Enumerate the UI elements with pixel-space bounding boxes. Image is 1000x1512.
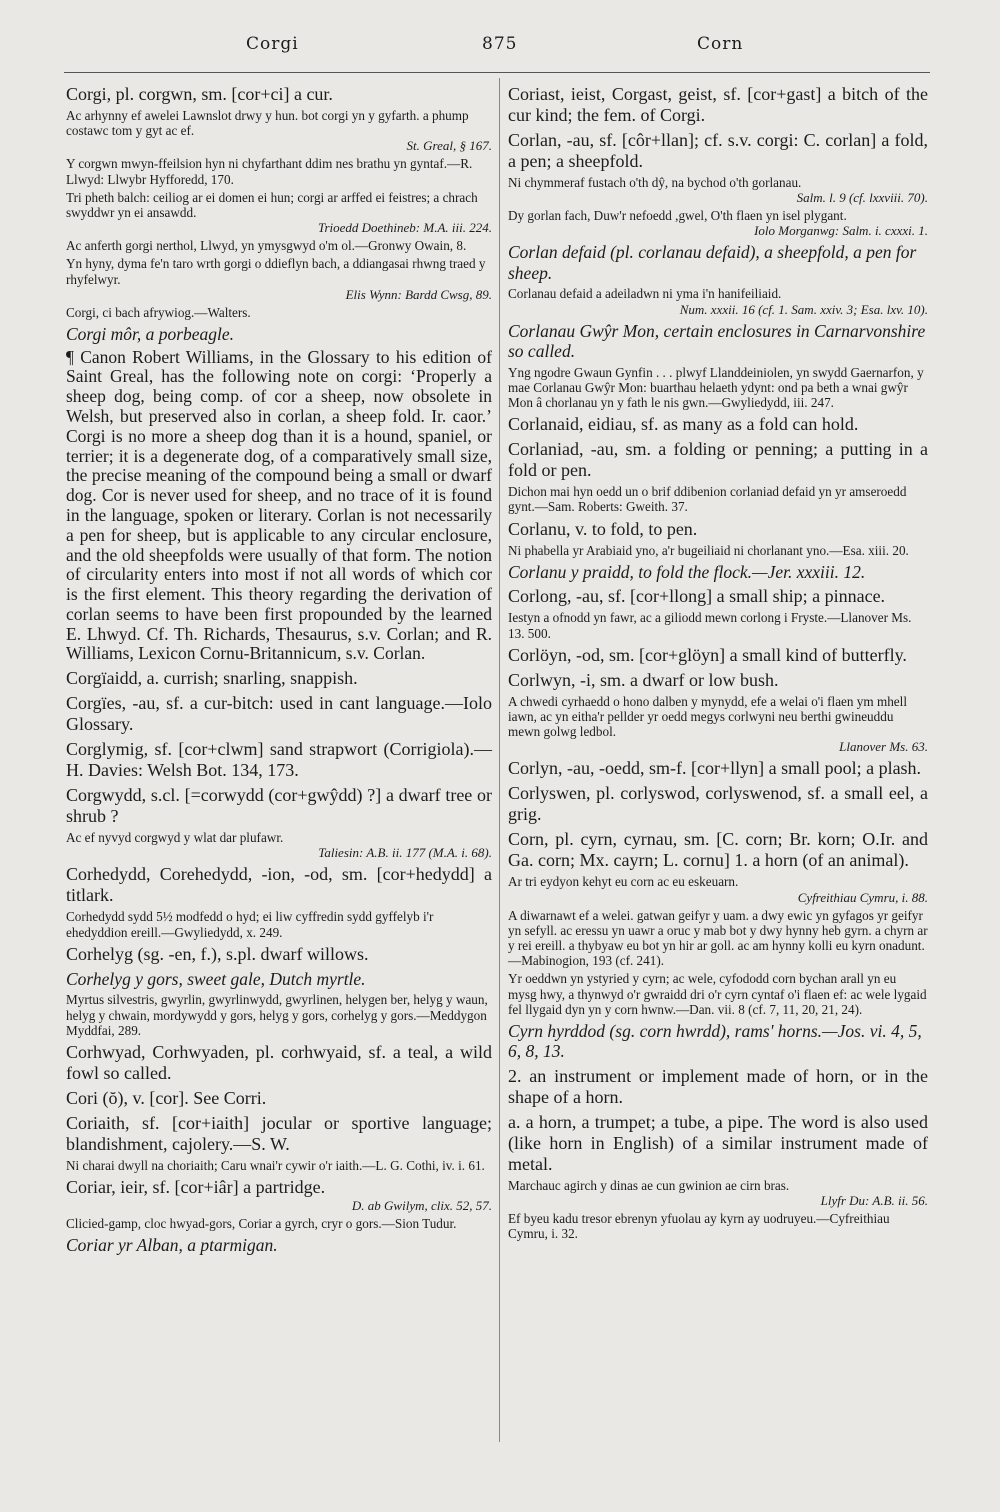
dictionary-entry: Corgi, pl. corgwn, sm. [cor+ci] a cur.: [66, 84, 333, 104]
page-number: 875: [482, 34, 518, 54]
dictionary-entry: Corlyswen, pl. corlyswod, corlyswenod, sf. a small eel, a grig.: [508, 783, 928, 825]
dictionary-entry: Corn, pl. cyrn, cyrnau, sm. [C. corn; Br. korn; O.Ir. and Ga. corn; Mx. cayrn; L. cornu] 1. a horn (of an animal).: [508, 829, 928, 871]
citation: Dichon mai hyn oedd un o brif ddibenion corlaniad defaid yn yr amseroedd gynt.—Sam. Roberts: Gweith. 37.: [508, 484, 907, 515]
citation: Ni phabella yr Arabiaid yno, a'r bugeiliaid ni chorlanant yno.—Esa. xiii. 20.: [508, 542, 909, 558]
citation-source: Salm. l. 9 (cf. lxxviii. 70).: [796, 190, 928, 206]
citation: Ni chymmeraf fustach o'th dŷ, na bychod o'th gorlanau.: [508, 175, 802, 190]
dictionary-entry: Corgïes, -au, sf. a cur-bitch: used in cant language.—Iolo Glossary.: [66, 693, 492, 735]
citation: Tri pheth balch: ceiliog ar ei domen ei hun; corgi ar arffed ei feistres; a chrach swyddwr yn ei ansawdd.: [66, 189, 478, 221]
dictionary-entry: Corlanaid, eidiau, sf. as many as a fold can hold.: [508, 414, 859, 435]
dictionary-entry: Corlöyn, -od, sm. [cor+glöyn] a small kind of butterfly.: [508, 644, 907, 665]
citation: Yng ngodre Gwaun Gynfin . . . plwyf Llanddeiniolen, yn swydd Gaernarfon, y mae Corlanau Gwŷr Mon: buarthau helaeth ydynt: ond pa beth a wnai gwŷr Mon â chorlanau yn y fath le nis gwn.—Gwyliedydd, iii. 247.: [508, 364, 924, 411]
dictionary-entry: Corlaniad, -au, sm. a folding or penning; a putting in a fold or pen.: [508, 439, 928, 481]
running-head-right: Corn: [697, 34, 744, 54]
sub-entry: Corlanau Gwŷr Mon, certain enclosures in Carnarvonshire so called.: [508, 320, 926, 362]
citation-source: Num. xxxii. 16 (cf. 1. Sam. xxiv. 3; Esa. lxv. 10).: [679, 301, 928, 317]
dictionary-entry: Corlwyn, -i, sm. a dwarf or low bush.: [508, 669, 779, 690]
citation: Ar tri eydyon kehyt eu corn ac eu eskeuarn.: [508, 874, 739, 890]
dictionary-entry: Corgwydd, s.cl. [=corwydd (cor+gwŷdd) ?] a dwarf tree or shrub ?: [66, 785, 492, 827]
citation-source: Llanover Ms. 63.: [839, 739, 928, 755]
citation: Corlanau defaid a adeiladwn ni yma i'n hanifeiliaid.: [508, 286, 782, 302]
citation: Yr oeddwn yn ystyried y cyrn; ac wele, cyfododd corn bychan arall yn eu mysg hwy, a thynwyd o'r gwraidd dri o'r cyrn cyntaf o'i flaen ef: ac wele lygaid fel llygaid dyn yn y corn hwnw.—Dan. vii. 8 (cf. 7, 11, 20, 21, 24).: [508, 971, 927, 1017]
dictionary-entry: Corhwyad, Corhwyaden, pl. corhwyaid, sf. a teal, a wild fowl so called.: [66, 1042, 492, 1083]
citation: Marchauc agirch y dinas ae cun gwinion ae cirn bras.: [508, 1177, 790, 1193]
citation: Yn hyny, dyma fe'n taro wrth gorgi o ddieflyn bach, a ddiangasai rhwng traed y rhyfelwyr.: [66, 256, 486, 287]
citation: Corgi, ci bach afrywiog.—Walters.: [66, 304, 251, 320]
sub-entry: Cyrn hyrddod (sg. corn hwrdd), rams' horns.—Jos. vi. 4, 5, 6, 8, 13.: [508, 1020, 922, 1062]
citation-source: Cyfreithiau Cymru, i. 88.: [797, 889, 928, 905]
citation-source: Iolo Morganwg: Salm. i. cxxxi. 1.: [754, 223, 928, 239]
right-column: [508, 84, 928, 1242]
editorial-note: ¶ Canon Robert Williams, in the Glossary to his edition of Saint Greal, has the following note on corgi: ‘Properly a sheep dog, being comp. of cor a sheep, now obsolete in Welsh, but preserved also in corlan, a sheep fold. Ir. caor.’ Corgi is no more a sheep dog than it is a hound, spaniel, or terrier; it is a degenerate dog, of a comparatively small size, the precise meaning of the compound being a small or dwarf dog. Cor is never used for sheep, and no trace of it is found in the language, spoken or literary. Corlan is not necessarily a pen for sheep, but is applicable to any circular enclosure, and the old sheepfolds were usually of that form. The notion of circularity enters into most if not all words of which cor is the first element. This theory regarding the derivation of corlan seems to have been first propounded by the learned E. Lhwyd. Cf. Th. Richards, Thesaurus, s.v. Corlan; and R. Williams, Lexicon Cornu-Britannicum, s.v. Corlan.: [66, 346, 492, 664]
citation: Y corgwn mwyn-ffeilsion hyn ni chyfarthant ddim nes brathu yn gyntaf.—R. Llwyd: Llwybr Hyfforedd, 170.: [66, 156, 473, 187]
header-rule: [64, 72, 930, 73]
dictionary-entry: Coriar, ieir, sf. [cor+iâr] a partridge.: [66, 1177, 326, 1198]
citation: A chwedi cyrhaedd o hono dalben y mynydd, efe a welai o'i flaen ym mhell iawn, ac yn eitha'r pellder yr oedd megys corlwyni neu berthi gwineuddu mewn golwg ledbol.: [508, 693, 907, 740]
citation: Iestyn a ofnodd yn fawr, ac a giliodd mewn corlong i Fryste.—Llanover Ms. 13. 500.: [508, 610, 912, 641]
dictionary-entry: Corlan, -au, sf. [côr+llan]; cf. s.v. corgi: C. corlan] a fold, a pen; a sheepfold.: [508, 130, 928, 171]
dictionary-entry: Corhelyg (sg. -en, f.), s.pl. dwarf willows.: [66, 943, 369, 964]
dictionary-entry: 2. an instrument or implement made of horn, or in the shape of a horn.: [508, 1065, 928, 1107]
citation-source: D. ab Gwilym, clix. 52, 57.: [351, 1198, 492, 1214]
column-divider: [499, 78, 500, 1442]
dictionary-entry: Coriast, ieist, Corgast, geist, sf. [cor+gast] a bitch of the cur kind; the fem. of Corgi.: [508, 84, 928, 125]
sub-entry: Corhelyg y gors, sweet gale, Dutch myrtle.: [66, 968, 366, 989]
sub-entry: Coriar yr Alban, a ptarmigan.: [66, 1235, 278, 1256]
sub-entry: Corlan defaid (pl. corlanau defaid), a sheepfold, a pen for sheep.: [508, 242, 917, 283]
citation-source: Taliesin: A.B. ii. 177 (M.A. i. 68).: [318, 845, 492, 861]
left-column: [66, 84, 492, 1256]
citation: Myrtus silvestris, gwyrlin, gwyrlinwydd, gwyrlinen, helygen ber, helyg y waun, helyg y chwain, mordywydd y gors, helyg y gors, corhelyg y gors.—Meddygon Myddfai, 289.: [66, 992, 488, 1038]
dictionary-entry: a. a horn, a trumpet; a tube, a pipe. The word is also used (like horn in English) of a similar instrument made of metal.: [508, 1111, 928, 1174]
dictionary-entry: Corlyn, -au, -oedd, sm-f. [cor+llyn] a small pool; a plash.: [508, 758, 922, 779]
citation: Ni charai dwyll na choriaith; Caru wnai'r cywir o'r iaith.—L. G. Cothi, iv. i. 61.: [66, 1158, 485, 1173]
running-head-left: Corgi: [246, 34, 299, 54]
dictionary-entry: Corglymig, sf. [cor+clwm] sand strapwort (Corrigiola).—H. Davies: Welsh Bot. 134, 173.: [66, 739, 492, 781]
citation: Dy gorlan fach, Duw'r nefoedd ,gwel, O'th flaen yn isel plygant.: [508, 208, 847, 224]
dictionary-entry: Corlong, -au, sf. [cor+llong] a small ship; a pinnace.: [508, 586, 886, 607]
citation: Ac anferth gorgi nerthol, Llwyd, yn ymysgwyd o'm ol.—Gronwy Owain, 8.: [66, 238, 467, 254]
citation-source: Llyfr Du: A.B. ii. 56.: [820, 1193, 928, 1209]
citation-source: St. Greal, § 167.: [406, 138, 492, 154]
citation-source: Elis Wynn: Bardd Cwsg, 89.: [345, 286, 492, 302]
dictionary-entry: Cori (ŏ), v. [cor]. See Corri.: [66, 1088, 267, 1108]
citation-source: Trioedd Doethineb: M.A. iii. 224.: [317, 220, 492, 236]
dictionary-entry: Corgïaidd, a. currish; snarling, snappish.: [66, 668, 358, 689]
citation: Ac ef nyvyd corgwyd y wlat dar plufawr.: [66, 830, 284, 846]
citation: Ef byeu kadu tresor ebrenyn yfuolau ay kyrn ay uodruyeu.—Cyfreithiau Cymru, i. 32.: [508, 1211, 890, 1242]
dictionary-entry: Corlanu, v. to fold, to pen.: [508, 518, 698, 539]
dictionary-entry: Coriaith, sf. [cor+iaith] jocular or sportive language; blandishment, cajolery.—S. W.: [66, 1113, 492, 1154]
sub-entry: Corlanu y praidd, to fold the flock.—Jer. xxxiii. 12.: [508, 561, 866, 582]
sub-entry: Corgi môr, a porbeagle.: [66, 324, 235, 345]
citation: Ac arhynny ef awelei Lawnslot drwy y hun. bot corgi yn y gyfarth. a phump costawc tom y gyt ac ef.: [66, 108, 469, 139]
dictionary-entry: Corhedydd, Corehedydd, -ion, -od, sm. [cor+hedydd] a titlark.: [66, 864, 492, 906]
citation: A diwarnawt ef a welei. gatwan geifyr y uam. a dwy ewic yn gyfagos yr geifyr yn sefyll. ac eressu yn uawr a oruc y mab bot y dwy hynny heb gyrn. a chyrn ar y rei ereill. a thybyaw eu bot yn hir ar goll. ac am hynny kolli eu kyrn onadunt.—Mabinogion, 193 (cf. 241).: [508, 907, 928, 969]
citation: Clicied-gamp, cloc hwyad-gors, Coriar a gyrch, cryr o gors.—Sion Tudur.: [66, 1216, 457, 1232]
citation: Corhedydd sydd 5½ modfedd o hyd; ei liw cyffredin sydd gyffelyb i'r ehedyddion ereill.—Gwyliedydd, x. 249.: [66, 909, 434, 940]
